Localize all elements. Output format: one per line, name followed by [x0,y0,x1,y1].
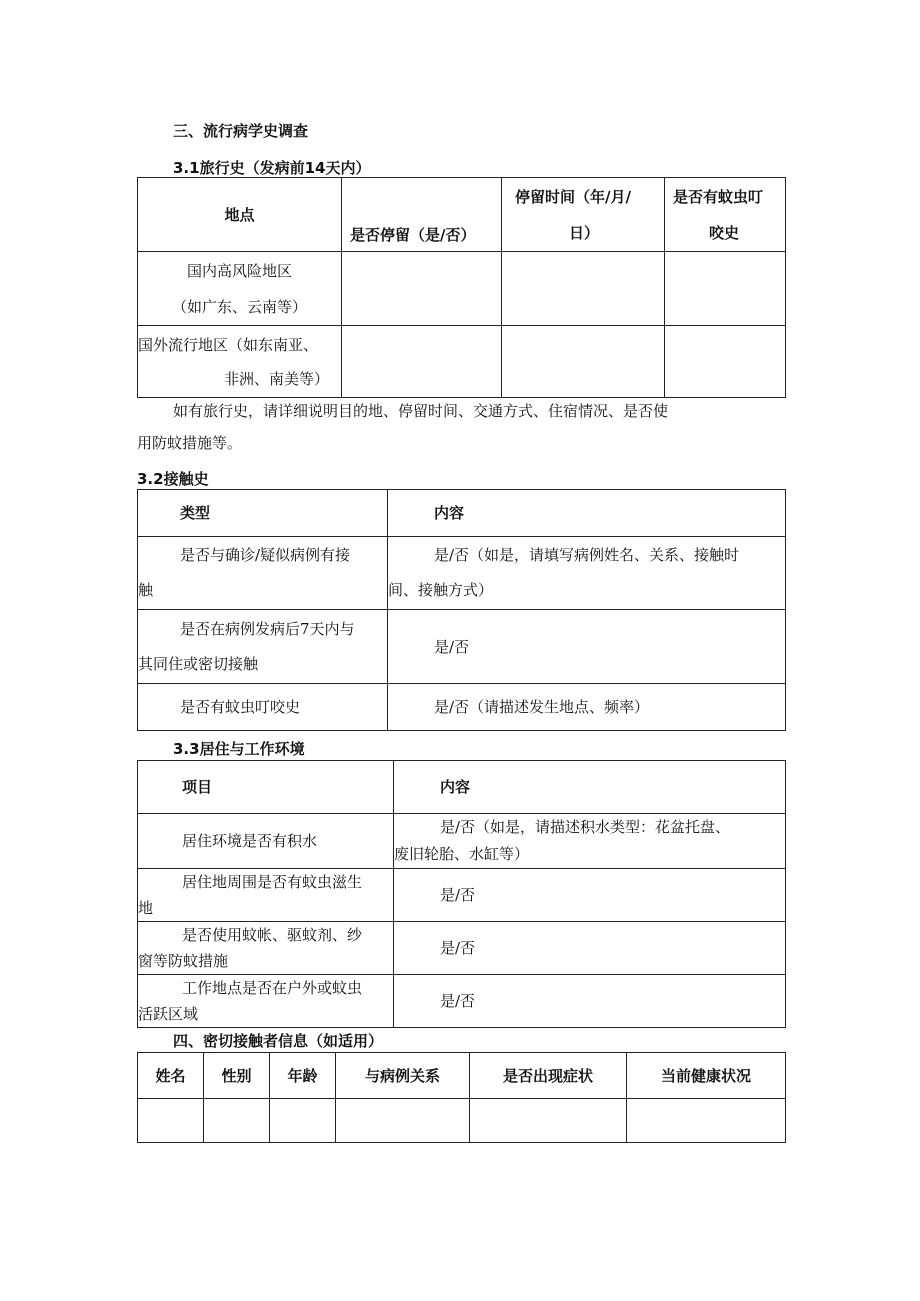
contact-symptoms-cell[interactable] [470,1099,627,1143]
env-row-water-content: 是/否（如是，请描述积水类型：花盆托盘、 废旧轮胎、水缸等） [394,814,786,869]
header-type: 类型 [138,490,388,537]
travel-note-line2: 用防蚊措施等。 [137,434,243,452]
travel-row-domestic-stay[interactable] [342,252,502,326]
contact-health-cell[interactable] [627,1099,786,1143]
env-row-workplace-content: 是/否 [394,975,786,1028]
travel-note-line1: 如有旅行史，请详细说明目的地、停留时间、交通方式、住宿情况、是否使 [173,402,669,420]
header-item: 项目 [138,761,394,814]
header-gender: 性别 [204,1053,270,1099]
subsection-3-2-title: 3.2接触史 [137,470,209,488]
header-stay: 是否停留（是/否） [342,178,502,252]
header-symptoms: 是否出现症状 [470,1053,627,1099]
contact-age-cell[interactable] [270,1099,336,1143]
header-relation: 与病例关系 [336,1053,470,1099]
env-row-water: 居住环境是否有积水 [138,814,394,869]
header-stay-time: 停留时间（年/月/ 日） [502,178,665,252]
header-health: 当前健康状况 [627,1053,786,1099]
environment-table [137,760,786,1028]
section-4-title: 四、密切接触者信息（如适用） [173,1032,384,1050]
env-row-breeding: 居住地周围是否有蚊虫滋生 地 [138,869,394,922]
contact-row-bite-content: 是/否（请描述发生地点、频率） [388,684,786,731]
env-row-workplace: 工作地点是否在户外或蚊虫 活跃区域 [138,975,394,1028]
contact-relation-cell[interactable] [336,1099,470,1143]
contact-name-cell[interactable] [138,1099,204,1143]
header-name: 姓名 [138,1053,204,1099]
travel-row-abroad: 国外流行地区（如东南亚、 非洲、南美等） [138,326,342,398]
travel-row-abroad-time[interactable] [502,326,665,398]
contact-row-cohabit-content: 是/否 [388,610,786,684]
contact-row-case: 是否与确诊/疑似病例有接 触 [138,537,388,610]
header-env-content: 内容 [394,761,786,814]
header-content: 内容 [388,490,786,537]
travel-row-domestic-bite[interactable] [665,252,786,326]
env-row-protection: 是否使用蚊帐、驱蚊剂、纱 窗等防蚊措施 [138,922,394,975]
travel-row-abroad-stay[interactable] [342,326,502,398]
header-age: 年龄 [270,1053,336,1099]
travel-row-abroad-bite[interactable] [665,326,786,398]
contact-row-case-content: 是/否（如是，请填写病例姓名、关系、接触时 间、接触方式） [388,537,786,610]
subsection-3-1-title: 3.1旅行史（发病前14天内） [173,159,371,177]
travel-row-domestic-time[interactable] [502,252,665,326]
header-mosquito-bite: 是否有蚊虫叮 咬史 [665,178,786,252]
header-place: 地点 [138,178,342,252]
contact-row-bite: 是否有蚊虫叮咬史 [138,684,388,731]
close-contacts-table [137,1052,786,1143]
section-3-title: 三、流行病学史调查 [173,122,309,140]
travel-history-table [137,177,786,398]
travel-row-domestic: 国内高风险地区 （如广东、云南等） [138,252,342,326]
env-row-protection-content: 是/否 [394,922,786,975]
contact-gender-cell[interactable] [204,1099,270,1143]
contact-row-cohabit: 是否在病例发病后7天内与 其同住或密切接触 [138,610,388,684]
subsection-3-3-title: 3.3居住与工作环境 [173,740,305,758]
env-row-breeding-content: 是/否 [394,869,786,922]
contact-history-table [137,489,786,731]
